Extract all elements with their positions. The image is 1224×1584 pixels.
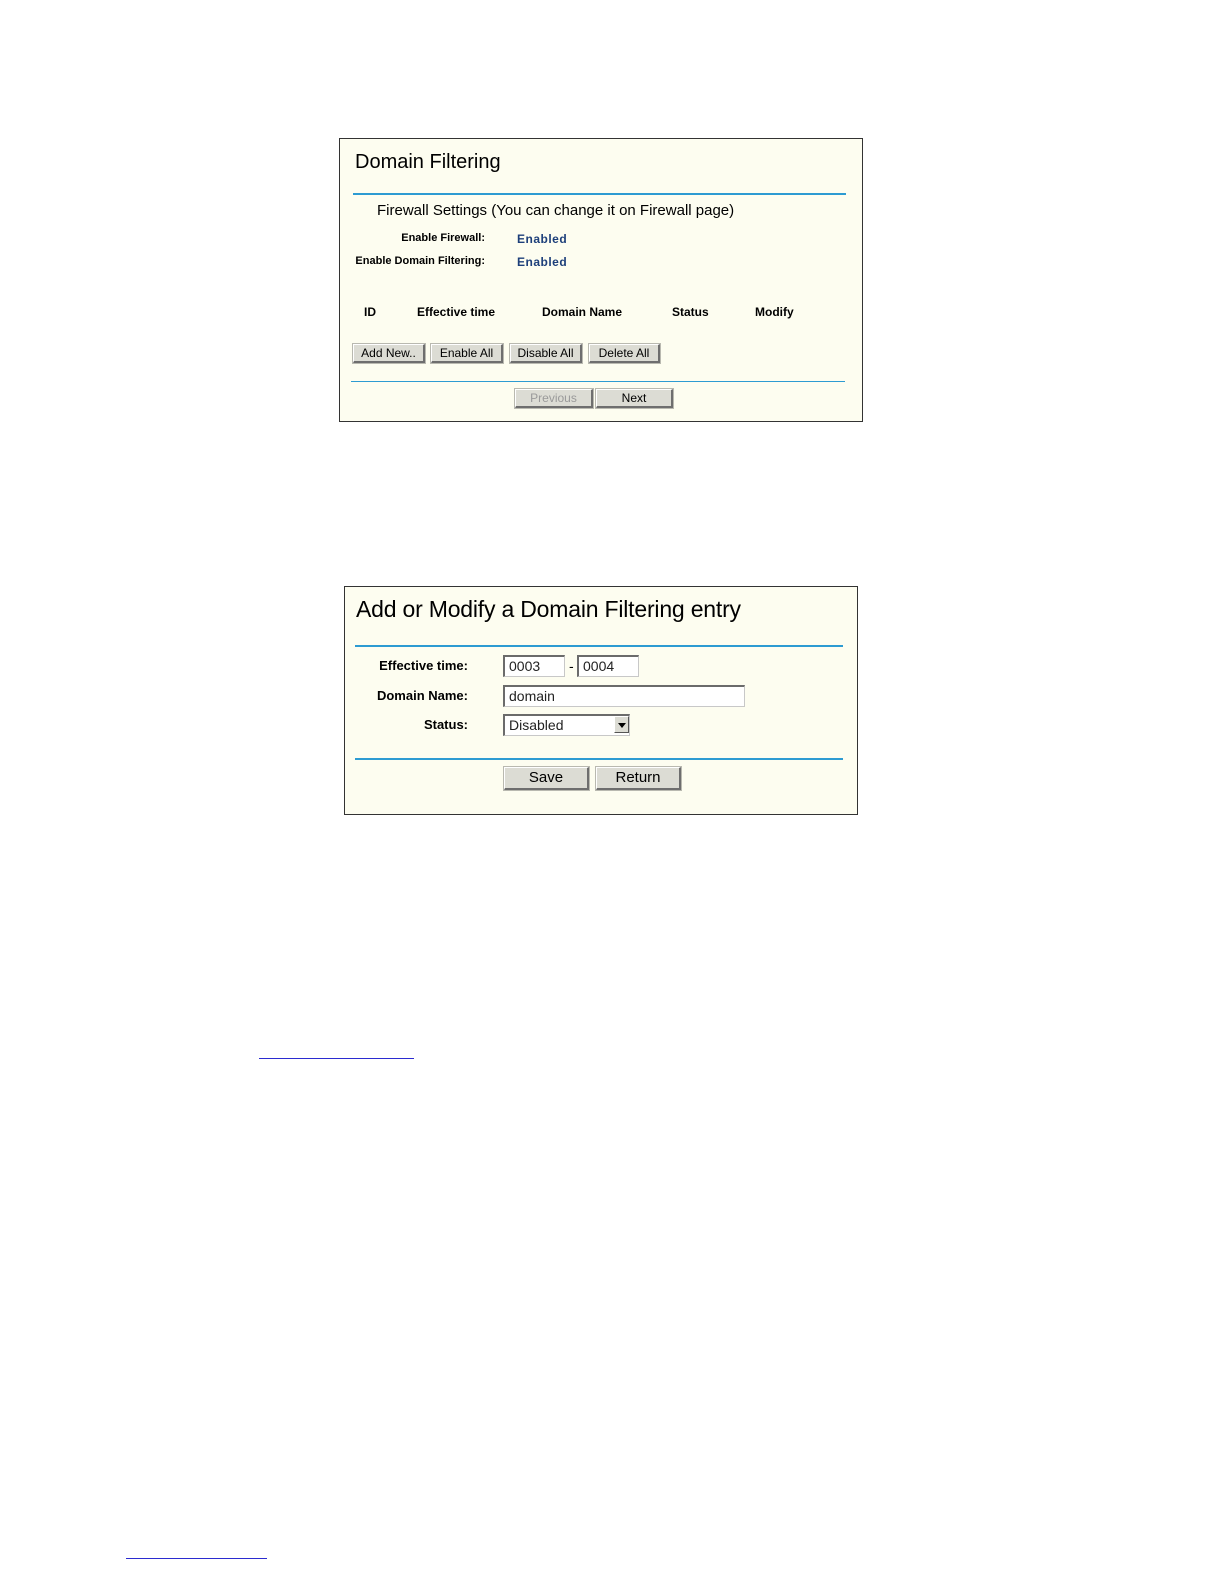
add-modify-entry-panel (344, 586, 858, 815)
enable-firewall-label: Enable Firewall: (401, 232, 485, 244)
column-header-domain-name: Domain Name (542, 305, 623, 319)
add-new-button[interactable]: Add New.. (353, 344, 425, 363)
link-underline (126, 1558, 267, 1559)
page-title: Add or Modify a Domain Filtering entry (356, 596, 741, 622)
divider (351, 381, 845, 382)
page-title: Domain Filtering (355, 151, 501, 173)
status-select-value: Disabled (509, 717, 564, 733)
enable-domain-filtering-value: Enabled (517, 255, 568, 269)
column-header-id: ID (364, 305, 376, 319)
delete-all-button[interactable]: Delete All (589, 344, 660, 363)
link-underline (259, 1058, 414, 1059)
disable-all-button[interactable]: Disable All (510, 344, 582, 363)
next-button[interactable]: Next (596, 389, 673, 408)
column-header-effective-time: Effective time (417, 305, 496, 319)
enable-firewall-value: Enabled (517, 232, 568, 246)
status-select[interactable] (503, 714, 630, 736)
column-header-status: Status (672, 305, 709, 319)
column-header-modify: Modify (755, 305, 794, 319)
effective-time-end-input[interactable]: 0004 (577, 655, 639, 677)
domain-name-input[interactable]: domain (503, 685, 745, 707)
divider (355, 645, 843, 647)
previous-button[interactable]: Previous (515, 389, 593, 408)
return-button[interactable]: Return (596, 767, 681, 790)
firewall-settings-heading: Firewall Settings (You can change it on Firewall page) (377, 202, 735, 219)
time-separator: - (569, 658, 574, 674)
enable-domain-filtering-label: Enable Domain Filtering: (355, 255, 485, 267)
enable-all-button[interactable]: Enable All (431, 344, 503, 363)
domain-filtering-panel (339, 138, 863, 422)
save-button[interactable]: Save (504, 767, 589, 790)
status-label: Status: (423, 717, 468, 732)
divider (353, 193, 846, 195)
divider (355, 758, 843, 760)
chevron-down-icon[interactable] (614, 716, 629, 733)
domain-name-label: Domain Name: (376, 688, 468, 703)
effective-time-start-input[interactable]: 0003 (503, 655, 565, 677)
effective-time-label: Effective time: (379, 658, 468, 673)
